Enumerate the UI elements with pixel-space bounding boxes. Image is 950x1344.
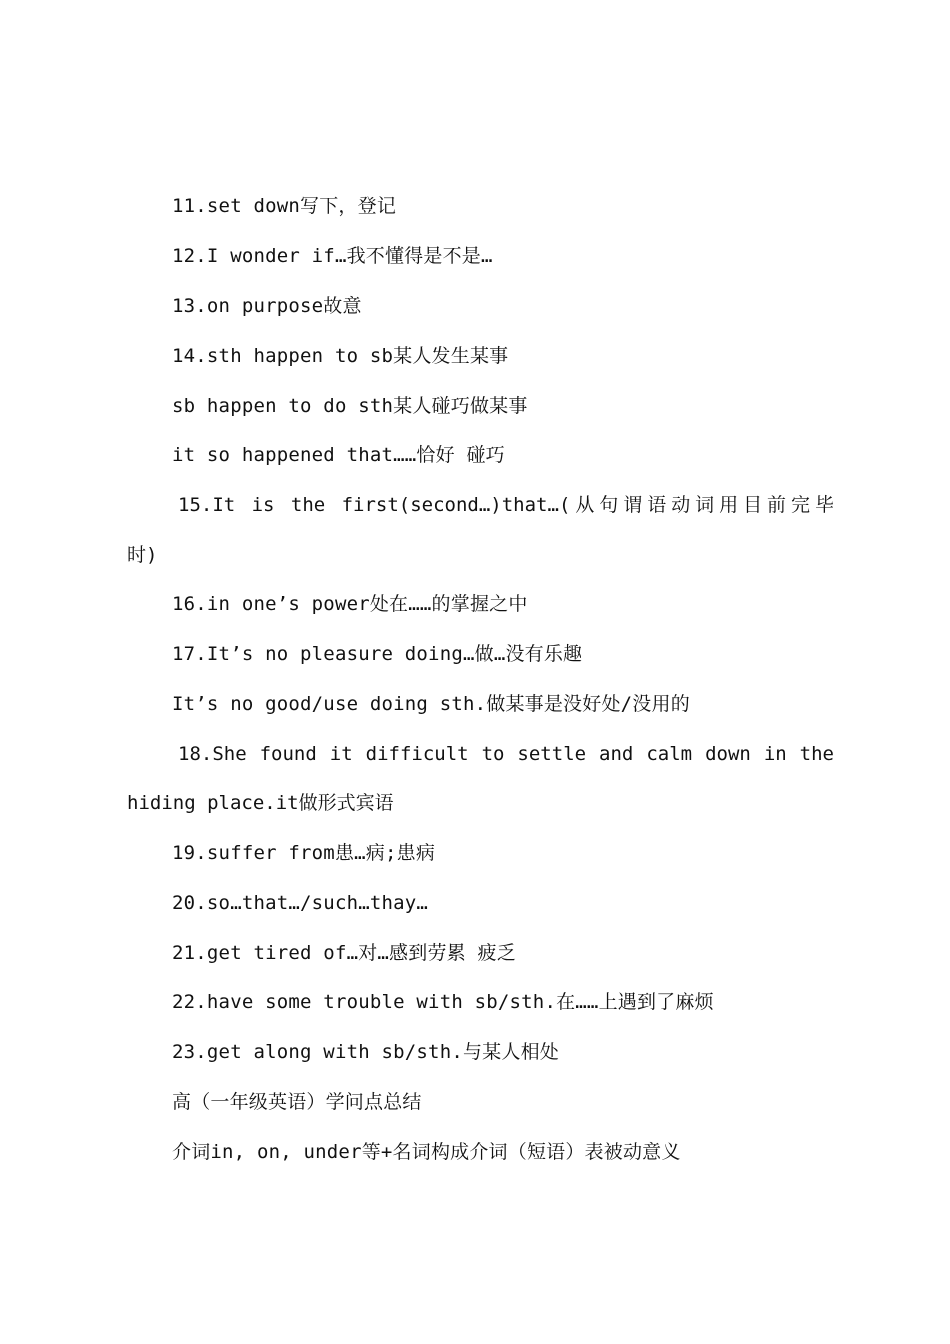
text-line-22: 22.have some trouble with sb/sth.在……上遇到了麻烦: [172, 991, 714, 1013]
text-line-16: 16.in one’s power处在……的掌握之中: [172, 593, 528, 615]
text-line-21: 21.get tired of…对…感到劳累 疲乏: [172, 942, 516, 964]
text-line-18: 18.She found it difficult to settle and calm down in the: [178, 743, 834, 765]
text-line-18-cont: hiding place.it做形式宾语: [127, 792, 394, 814]
text-line-15: 15.It is the first(second…)that…(从句谓语动词用目前完毕: [178, 494, 834, 516]
text-line-19: 19.suffer from患…病;患病: [172, 842, 436, 864]
text-line-11: 11.set down写下，登记: [172, 195, 397, 217]
text-line-14b: sb happen to do sth某人碰巧做某事: [172, 395, 528, 417]
text-line-12: 12.I wonder if…我不懂得是不是…: [172, 245, 493, 267]
text-line-14c: it so happened that……恰好 碰巧: [172, 444, 505, 466]
text-line-13: 13.on purpose故意: [172, 295, 362, 317]
text-line-14: 14.sth happen to sb某人发生某事: [172, 345, 509, 367]
section-heading: 高（一年级英语）学问点总结: [172, 1091, 422, 1113]
text-line-20: 20.so…that…/such…thay…: [172, 892, 429, 914]
text-line-17b: It’s no good/use doing sth.做某事是没好处/没用的: [172, 693, 690, 715]
text-line-15-cont: 时): [127, 544, 158, 566]
text-line-preposition: 介词in, on, under等+名词构成介词（短语）表被动意义: [172, 1141, 681, 1163]
text-line-23: 23.get along with sb/sth.与某人相处: [172, 1041, 559, 1063]
text-line-17: 17.It’s no pleasure doing…做…没有乐趣: [172, 643, 583, 665]
